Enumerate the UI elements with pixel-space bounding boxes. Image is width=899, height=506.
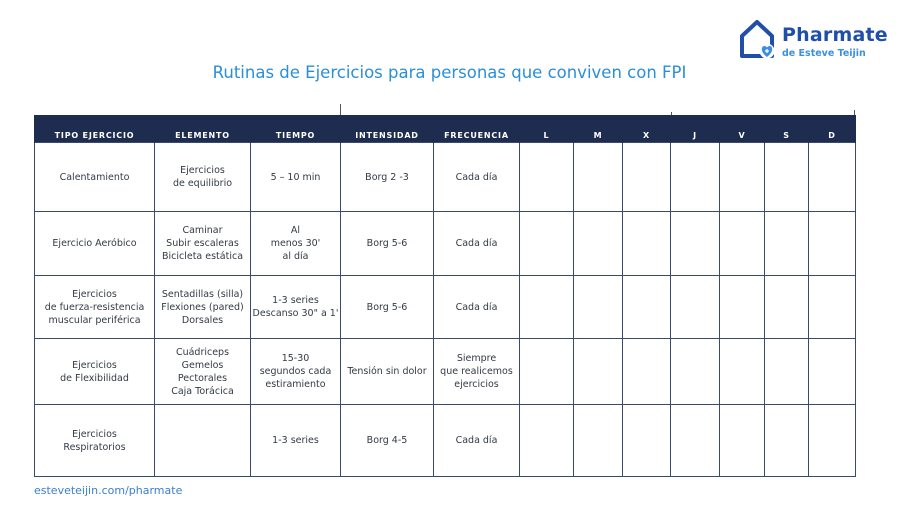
pharmate-logo — [738, 18, 888, 62]
intensidad-line: Borg 4-5 — [366, 435, 408, 446]
cell-elemento — [155, 405, 251, 477]
frecuencia-line: que realicemos — [440, 366, 513, 377]
day-check-cell[interactable] — [671, 212, 720, 276]
day-check-cell[interactable] — [671, 276, 720, 339]
frecuencia-line: Siempre — [456, 353, 497, 364]
elemento-line: Dorsales — [181, 314, 224, 326]
tipo-line: Ejercicios — [72, 428, 117, 440]
elemento-line: Ejercicios — [180, 165, 225, 176]
elemento-line: Bicicleta estática — [161, 251, 244, 262]
table-row — [35, 143, 856, 212]
tiempo-line: 1-3 series — [272, 435, 319, 446]
footer-url[interactable]: esteveteijin.com/pharmate — [34, 484, 183, 497]
cell-frecuencia — [434, 212, 520, 276]
day-check-cell[interactable] — [671, 143, 720, 212]
cell-tiempo — [251, 212, 341, 276]
cell-tipo — [35, 212, 155, 276]
page-title: Rutinas de Ejercicios para personas que conviven con FPI — [212, 63, 687, 82]
cell-intensidad — [341, 339, 434, 405]
elemento-line: Pectorales — [177, 372, 228, 384]
cell-intensidad — [341, 143, 434, 212]
day-check-cell[interactable] — [765, 339, 809, 405]
cell-elemento — [155, 276, 251, 339]
day-check-cell[interactable] — [720, 276, 765, 339]
day-check-cell[interactable] — [574, 339, 623, 405]
elemento-line: Sentadillas (silla) — [161, 288, 244, 300]
cell-elemento — [155, 339, 251, 405]
day-check-cell[interactable] — [574, 212, 623, 276]
day-check-cell[interactable] — [809, 339, 856, 405]
day-check-cell[interactable] — [623, 143, 671, 212]
house-heart-icon — [738, 18, 780, 62]
day-check-cell[interactable] — [671, 339, 720, 405]
column-header: X — [623, 115, 671, 143]
day-check-cell[interactable] — [720, 212, 765, 276]
day-check-cell[interactable] — [520, 405, 574, 477]
table-row — [35, 339, 856, 405]
day-check-cell[interactable] — [520, 212, 574, 276]
intensidad-line: Tensión sin dolor — [347, 366, 427, 377]
tiempo-line: 1-3 series — [272, 295, 319, 306]
column-header: S — [765, 115, 809, 143]
day-check-cell[interactable] — [809, 143, 856, 212]
day-check-cell[interactable] — [809, 212, 856, 276]
day-check-cell[interactable] — [520, 339, 574, 405]
day-check-cell[interactable] — [720, 143, 765, 212]
cell-tiempo — [251, 276, 341, 339]
cell-elemento — [155, 143, 251, 212]
day-check-cell[interactable] — [765, 143, 809, 212]
tiempo-line: segundos cada — [259, 366, 332, 377]
table-header-row — [35, 115, 856, 143]
exercise-routine-table — [34, 115, 856, 477]
column-header: TIEMPO — [251, 115, 341, 143]
cell-tiempo — [251, 339, 341, 405]
day-check-cell[interactable] — [574, 405, 623, 477]
day-check-cell[interactable] — [623, 276, 671, 339]
day-check-cell[interactable] — [809, 405, 856, 477]
elemento-line: Cuádriceps — [175, 346, 230, 358]
column-header: FRECUENCIA — [434, 115, 520, 143]
tiempo-line: menos 30' — [270, 238, 321, 249]
elemento-line: Flexiones (pared) — [161, 301, 244, 313]
day-check-cell[interactable] — [574, 276, 623, 339]
elemento-line: Caminar — [182, 225, 223, 236]
column-header: J — [671, 115, 720, 143]
frecuencia-line: Cada día — [455, 238, 498, 249]
day-check-cell[interactable] — [623, 405, 671, 477]
day-check-cell[interactable] — [520, 276, 574, 339]
column-header: D — [809, 115, 856, 143]
tipo-line: de Flexibilidad — [60, 372, 129, 384]
frecuencia-line: Cada día — [455, 435, 498, 446]
tipo-line: de fuerza-resistencia — [44, 301, 145, 313]
day-check-cell[interactable] — [623, 339, 671, 405]
cell-intensidad — [341, 405, 434, 477]
cell-frecuencia — [434, 405, 520, 477]
tiempo-line: Descanso 30" a 1' — [252, 308, 339, 319]
column-header: M — [574, 115, 623, 143]
cell-frecuencia — [434, 276, 520, 339]
tiempo-line: 15-30 — [281, 353, 310, 364]
elemento-line: Subir escaleras — [166, 238, 239, 249]
frecuencia-line: Cada día — [455, 301, 498, 313]
day-check-cell[interactable] — [671, 405, 720, 477]
cell-tipo — [35, 339, 155, 405]
cell-frecuencia — [434, 339, 520, 405]
day-check-cell[interactable] — [765, 276, 809, 339]
cell-elemento — [155, 212, 251, 276]
brand-subtitle: de Esteve Teijin — [782, 48, 866, 59]
brand-name: Pharmate — [782, 24, 888, 46]
table-row — [35, 212, 856, 276]
tiempo-line: al día — [282, 251, 309, 262]
intensidad-line: Borg 2 -3 — [365, 171, 409, 183]
day-check-cell[interactable] — [720, 339, 765, 405]
column-header: ELEMENTO — [155, 115, 251, 143]
day-check-cell[interactable] — [520, 143, 574, 212]
tipo-line: Respiratorios — [63, 441, 126, 453]
tipo-line: Ejercicios — [72, 288, 117, 300]
day-check-cell[interactable] — [765, 212, 809, 276]
cell-tiempo — [251, 405, 341, 477]
column-header: INTENSIDAD — [341, 115, 434, 143]
day-check-cell[interactable] — [809, 276, 856, 339]
cell-tipo — [35, 405, 155, 477]
elemento-line: Caja Torácica — [171, 385, 234, 397]
frecuencia-line: ejercicios — [454, 379, 499, 390]
cell-frecuencia — [434, 143, 520, 212]
cell-tiempo — [251, 143, 341, 212]
tiempo-line: 5 – 10 min — [270, 171, 321, 183]
tipo-line: muscular periférica — [48, 314, 141, 326]
tiempo-line: Al — [290, 225, 301, 236]
table-row — [35, 276, 856, 339]
intensidad-line: Borg 5-6 — [366, 301, 408, 313]
day-check-cell[interactable] — [574, 143, 623, 212]
intensidad-line: Borg 5-6 — [366, 238, 408, 249]
frecuencia-line: Cada día — [455, 171, 498, 183]
cell-tipo — [35, 276, 155, 339]
day-check-cell[interactable] — [765, 405, 809, 477]
elemento-line: de equilibrio — [172, 178, 233, 189]
tipo-line: Ejercicio Aeróbico — [52, 238, 137, 249]
column-header: TIPO EJERCICIO — [35, 115, 155, 143]
cell-tipo — [35, 143, 155, 212]
column-header: L — [520, 115, 574, 143]
table-row — [35, 405, 856, 477]
column-header: V — [720, 115, 765, 143]
cell-intensidad — [341, 276, 434, 339]
day-check-cell[interactable] — [720, 405, 765, 477]
day-check-cell[interactable] — [623, 212, 671, 276]
elemento-line: Gemelos — [181, 359, 224, 371]
tipo-line: Calentamiento — [59, 171, 130, 183]
cell-intensidad — [341, 212, 434, 276]
tipo-line: Ejercicios — [72, 359, 117, 371]
tiempo-line: estiramiento — [265, 379, 326, 390]
